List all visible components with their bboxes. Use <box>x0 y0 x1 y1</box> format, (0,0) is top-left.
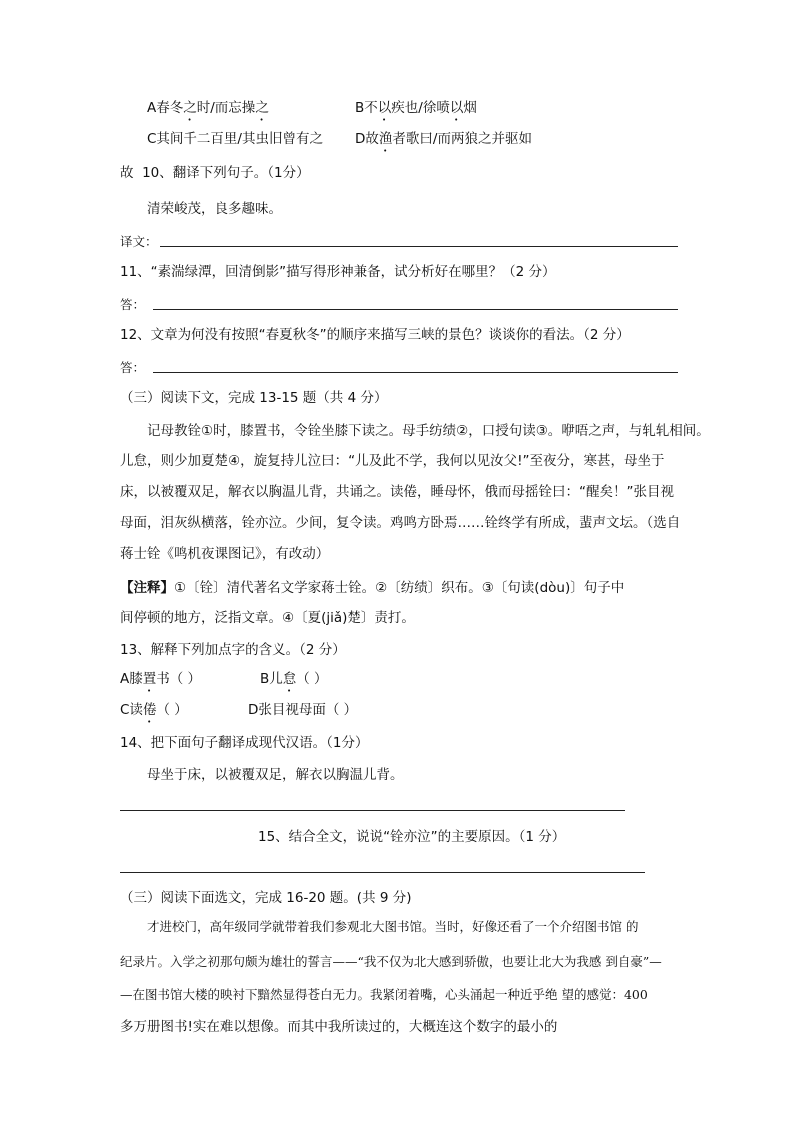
section3-passage-line: 儿怠，则少加夏楚④，旋复持儿泣曰：“儿及此不学，我何以见汝父!”至夜分，寒甚，母坐于 <box>120 453 665 469</box>
q10-answer-label: 译文： <box>120 234 158 249</box>
q11-answer-line[interactable] <box>153 309 678 310</box>
q9-option-b: B不以疾也/徐喷以烟 <box>355 100 477 116</box>
q15-answer-line[interactable] <box>120 872 645 873</box>
q9-option-a: A春冬之时/而忘操之 <box>147 100 269 116</box>
section3-notes-cont: 间停顿的地方，泛指文章。④〔夏(jiǎ)楚〕责打。 <box>120 610 415 626</box>
q14-sentence: 母坐于床，以被覆双足，解衣以胸温儿背。 <box>147 767 404 783</box>
q11-label: 11、“素湍绿潭，回清倒影”描写得形神兼备，试分析好在哪里？（2 分） <box>120 264 556 280</box>
section3-passage-line: 床，以被覆双足，解衣以胸温儿背，共诵之。读倦，睡母怀，俄而母摇铨曰：“醒矣！”张目视 <box>120 484 674 500</box>
section4-passage-line: 纪录片。入学之初那句颇为雄壮的誓言——“我不仅为北大感到骄傲，也要让北大为我感 到自豪”— <box>120 954 662 969</box>
q13-option-c: C读倦（ ） <box>120 702 188 718</box>
q15-label: 15、结合全文，说说“铨亦泣”的主要原因。（1 分） <box>258 829 566 845</box>
section3-notes: 【注释】①〔铨〕清代著名文学家蒋士铨。②〔纺绩〕织布。③〔句读(dòu)〕句子中 <box>120 580 625 596</box>
q11-answer-label: 答： <box>120 297 146 312</box>
q10-label: 故 10、翻译下列句子。（1分） <box>120 165 310 181</box>
section3-passage-line: 母面，泪灰纵横落，铨亦泣。少间，复令读。鸡鸣方卧焉……铨终学有所成，蜚声文坛。（选自 <box>120 515 681 531</box>
q14-answer-line[interactable] <box>120 810 625 811</box>
q9-option-c: C其间千二百里/其虫旧曾有之 <box>147 131 323 147</box>
q10-answer-line[interactable] <box>160 246 678 247</box>
q12-answer-line[interactable] <box>153 372 678 373</box>
q13-option-d: D张目视母面（ ） <box>248 702 358 718</box>
q9-option-d: D故渔者歌曰/而两狼之并驱如 <box>355 131 532 147</box>
q13-option-b: B儿怠（ ） <box>260 671 328 687</box>
q10-prefix: 故 <box>120 165 134 181</box>
q12-label: 12、文章为何没有按照“春夏秋冬”的顺序来描写三峡的景色？谈谈你的看法。（2 分） <box>120 327 630 343</box>
q13-option-a: A膝置书（ ） <box>120 671 202 687</box>
q13-label: 13、解释下列加点字的含义。（2 分） <box>120 642 346 658</box>
section4-passage-line: —在图书馆大楼的映衬下黯然显得苍白无力。我紧闭着嘴，心头涌起一种近乎绝 望的感觉：400 <box>120 987 648 1002</box>
section3-passage-line: 记母教铨①时，膝置书，令铨坐膝下读之。母手纺绩②，口授句读③。咿唔之声，与轧轧相间。 <box>147 423 710 439</box>
section3-passage-line: 蒋士铨《鸣机夜课图记》，有改动） <box>120 546 330 562</box>
q10-sentence: 清荣峻茂，良多趣味。 <box>147 201 282 217</box>
q14-label: 14、把下面句子翻译成现代汉语。（1分） <box>120 735 369 751</box>
section4-header: （三）阅读下面选文，完成 16-20 题。(共 9 分) <box>120 890 412 906</box>
section4-passage-line: 多万册图书!实在难以想像。而其中我所读过的，大概连这个数字的最小的 <box>120 1019 558 1035</box>
section3-header: （三）阅读下文，完成 13-15 题（共 4 分） <box>120 390 388 406</box>
notes-title: 【注释】 <box>120 580 174 596</box>
section4-passage-line: 才进校门，高年级同学就带着我们参观北大图书馆。当时，好像还看了一个介绍图书馆 的 <box>147 919 639 934</box>
q12-answer-label: 答： <box>120 360 146 375</box>
